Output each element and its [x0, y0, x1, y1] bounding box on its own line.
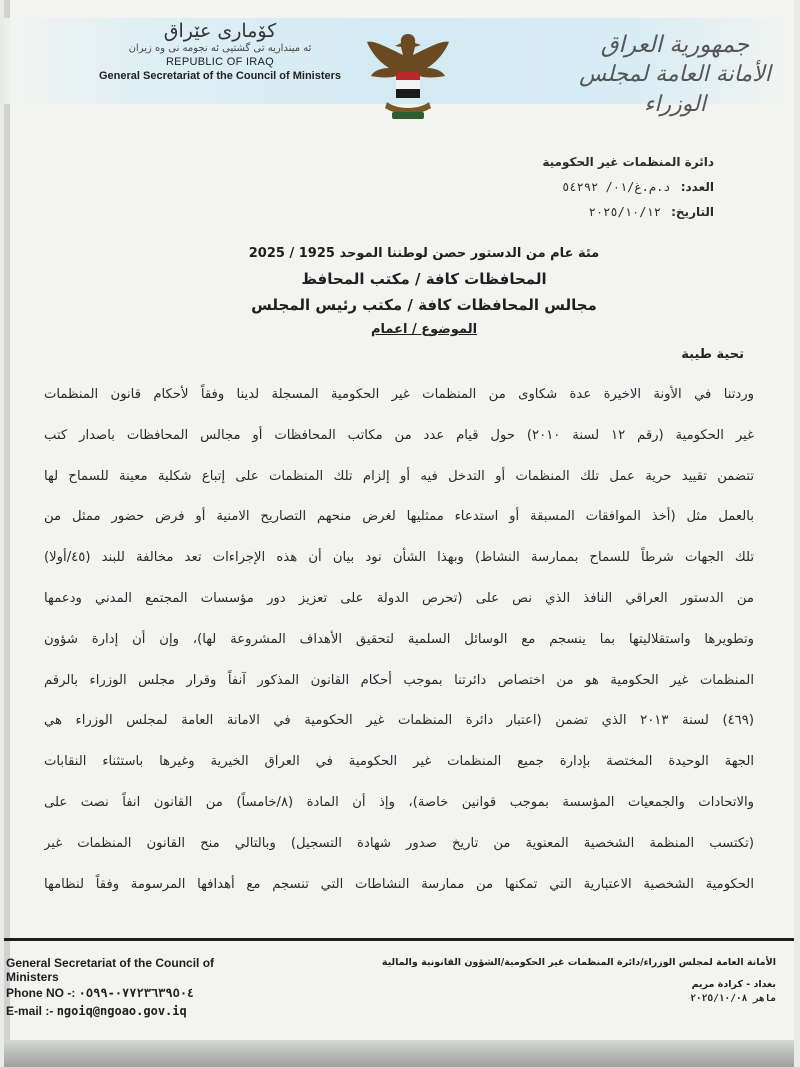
iraq-eagle-emblem-icon [365, 28, 451, 124]
date-row [542, 200, 714, 225]
subject-text: الموضوع / اعمام [370, 322, 478, 337]
number-row [542, 175, 714, 200]
body-line: والاتحادات والجمعيات المؤسسة بموجب قوانين خاصة)، وإذ أن المادة (٨/خامساً) من القانون انفاً نصت على [44, 794, 754, 810]
body-line: بالعمل مثل (أخذ الموافقات المسبقة أو استدعاء ممثليها لغرض منحهم التصاريح الامنية أو فرض حضور ممثل من [44, 509, 754, 525]
body-line: (تكتسب المنظمة الشخصية المعنوية من تاريخ صدور شهادة التسجيل) وبالتالي منح القانون المنظمات غير [44, 835, 754, 851]
date-value: ٢٠٢٥/١٠/١٢ [588, 205, 661, 219]
subject-line [154, 319, 694, 341]
footer-divider [4, 938, 794, 941]
footer-contact [6, 956, 246, 1020]
date-label: التاريخ: [671, 205, 714, 219]
arabic-org: الأمانة العامة لمجلس الوزراء [579, 62, 771, 117]
addressee-block [154, 242, 694, 341]
body-line: وتطويرها واستقلاليتها بما ينسجم مع الوسائل السلمية لتحقيق الأهداف المشروعة لها)، وإن أن إدارة شؤون [44, 631, 754, 647]
footer-address [381, 956, 776, 1006]
body-line: الحكومية الشخصية الاعتبارية التي تمكنها من ممارسة النشاطات التي تنسجم مع أهدافها المرسومة وفقاً لنظامها [44, 876, 754, 892]
footer-email-row [6, 1002, 246, 1020]
department-name: دائرة المنظمات غير الحكومية [542, 155, 714, 169]
letterhead [4, 0, 794, 135]
phone-value: ٠٧٧٢٣٦٣٩٥٠٤-٠٥٩٩ [78, 986, 195, 1000]
footer-phone-row [6, 984, 246, 1002]
letterhead-right [564, 30, 786, 120]
footer-shadow [4, 1040, 794, 1067]
letter-page [4, 0, 794, 1067]
body-line: الجهة الوحيدة المختصة بإدارة جميع المنظمات غير الحكومية في العراق الخيرية وغيرها باستثناء النقابات [44, 754, 754, 770]
email-label: E-mail :- [6, 1004, 54, 1018]
footer-org-en: General Secretariat of the Council of Ministers [6, 956, 215, 984]
greeting: تحية طيبة [681, 347, 744, 362]
number-label: العدد: [680, 180, 714, 194]
body-line: من الدستور العراقي النافذ الذي نص على (تحرص الدولة على تعزيز دور مؤسسات المجتمع المدني ودعمها [44, 590, 754, 606]
footer-date: ماهر ٢٠٢٥/١٠/٠٨ [690, 993, 776, 1004]
footer-address-text: بغداد - كرادة مريم [691, 979, 776, 990]
arabic-country: جمهورية العراق [600, 32, 750, 58]
body-line: (٤٦٩) لسنة ٢٠١٣ الذي تضمن (اعتبار دائرة المنظمات غير الحكومية في الامانة العامة لمجلس الوزراء هي [44, 713, 754, 729]
letter-meta [542, 150, 714, 225]
body-line: غير الحكومية (رقم ١٢ لسنة ٢٠١٠) حول قيام عدد من مكاتب المحافظات أو مجالس المحافظات باصدار كتب [44, 427, 754, 443]
centenary-slogan: مئة عام من الدستور حصن لوطننا الموحد 1925 / 2025 [248, 246, 600, 261]
body-line: وردتنا في الأونة الاخيرة عدة شكاوى من المنظمات غير الحكومية المسجلة لدينا وفقاً لأحكام قانون المنظمات [44, 387, 754, 402]
letterhead-left [70, 20, 370, 83]
letter-body [44, 375, 754, 905]
body-line: تتضمن تقييد حرية عمل تلك المنظمات أو التدخل فيه أو إلزام تلك المنظمات على إتباع شكلية معينة للسماح لها [44, 468, 754, 484]
addressee-line-2: مجالس المحافظات كافة / مكتب رئيس المجلس [251, 296, 597, 314]
kurdish-title: کۆماری عێراق [163, 20, 277, 42]
email-value[interactable]: ngoiq@ngoao.gov.iq [56, 1004, 187, 1018]
body-line: تلك الجهات شرطاً للسماح بممارسة النشاط) وبهذا الشأن نود بيان أن هذه الإجراءات تعد مخالفة للبند (٤٥/أولا) [44, 550, 754, 566]
body-line: المنظمات غير الحكومية هو من اختصاص دائرتنا بموجب أحكام القانون المذكور آنفاً وقرار مجلس الوزراء بالرقم [44, 672, 754, 688]
page-edge-shadow [4, 0, 10, 1067]
english-org: General Secretariat of the Council of Ministers [98, 70, 342, 82]
phone-label: Phone NO -: [6, 986, 76, 1000]
english-country: REPUBLIC OF IRAQ [165, 56, 275, 68]
kurdish-subtitle: ئه مینداریه تی گشتیی ئه نجومه نی وه زیران [128, 43, 312, 54]
number-value: د.م.غ/٠١/ ٥٤٢٩٢ [562, 180, 671, 194]
footer-org-ar: الأمانة العامة لمجلس الوزراء/دائرة المنظمات غير الحكومية/الشؤون القانونية والمالية [381, 957, 776, 968]
addressee-line-1: المحافظات كافة / مكتب المحافظ [301, 270, 547, 288]
